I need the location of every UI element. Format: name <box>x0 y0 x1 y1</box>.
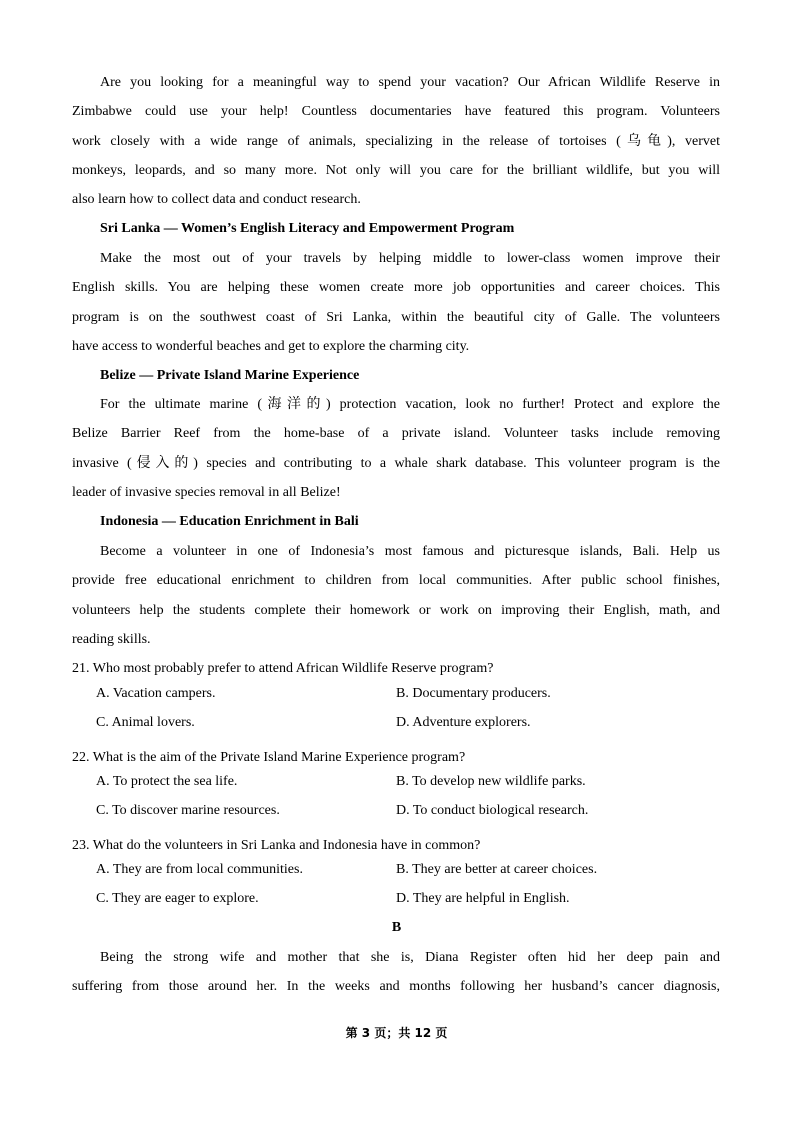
question-22-option-c[interactable]: C. To discover marine resources. <box>96 803 280 818</box>
question-21-option-b[interactable]: B. Documentary producers. <box>396 686 551 701</box>
page-footer: 第 3 页；共 12 页 <box>345 1026 448 1040</box>
text-line: suffering from those around her. In the weeks and months following her husband’s cancer diagnosis, <box>72 979 720 995</box>
text-line: Make the most out of your travels by helping middle to lower-class women improve their <box>100 251 720 266</box>
section-body-sri-lanka <box>72 244 720 361</box>
question-23-stem: 23. What do the volunteers in Sri Lanka and Indonesia have in common? <box>72 838 481 853</box>
text-line: have access to wonderful beaches and get to explore the charming city. <box>72 338 470 354</box>
text-line: monkeys, leopards, and so many more. Not only will you care for the brilliant wildlife, but you will <box>72 162 720 178</box>
text-line: English skills. You are helping these women create more job opportunities and career choices. This <box>72 280 720 296</box>
section-heading-sri-lanka: Sri Lanka — Women’s English Literacy and Empowerment Program <box>100 221 515 236</box>
text-line: provide free educational enrichment to children from local communities. After public school finishes, <box>72 573 720 589</box>
question-22-option-a[interactable]: A. To protect the sea life. <box>96 774 238 789</box>
passage-b-letter: B <box>391 920 402 935</box>
text-line: invasive (侵入的) species and contributing to a whale shark database. This volunteer program is the <box>72 455 720 471</box>
text-line: program is on the southwest coast of Sri Lanka, within the beautiful city of Galle. The volunteers <box>72 309 720 325</box>
question-21-option-d[interactable]: D. Adventure explorers. <box>396 715 531 730</box>
question-22-stem: 22. What is the aim of the Private Island Marine Experience program? <box>72 750 466 765</box>
text-line: Become a volunteer in one of Indonesia’s most famous and picturesque islands, Bali. Help us <box>100 544 720 559</box>
question-23-option-c[interactable]: C. They are eager to explore. <box>96 891 259 906</box>
text-line: Belize Barrier Reef from the home-base of a private island. Volunteer tasks include removing <box>72 426 720 442</box>
text-line: leader of invasive species removal in all Belize! <box>72 484 341 500</box>
section-heading-indonesia: Indonesia — Education Enrichment in Bali <box>100 514 359 529</box>
section-body-belize <box>72 390 720 507</box>
question-21-stem: 21. Who most probably prefer to attend African Wildlife Reserve program? <box>72 661 494 676</box>
question-22-option-d[interactable]: D. To conduct biological research. <box>396 803 589 818</box>
text-line: For the ultimate marine (海洋的) protection vacation, look no further! Protect and explore the <box>100 397 720 412</box>
question-21-option-c[interactable]: C. Animal lovers. <box>96 715 195 730</box>
question-22-option-b[interactable]: B. To develop new wildlife parks. <box>396 774 586 789</box>
text-line: also learn how to collect data and conduct research. <box>72 192 361 208</box>
text-line: work closely with a wide range of animals, specializing in the release of tortoises (乌龟), vervet <box>72 133 720 149</box>
question-23-option-a[interactable]: A. They are from local communities. <box>96 862 303 877</box>
question-23-option-d[interactable]: D. They are helpful in English. <box>396 891 570 906</box>
section-body-indonesia <box>72 537 720 654</box>
question-21-option-a[interactable]: A. Vacation campers. <box>96 686 216 701</box>
passage-a-intro <box>72 68 720 214</box>
question-23-option-b[interactable]: B. They are better at career choices. <box>396 862 598 877</box>
text-line: Being the strong wife and mother that she is, Diana Register often hid her deep pain and <box>100 950 720 965</box>
text-line: Are you looking for a meaningful way to spend your vacation? Our African Wildlife Reserve in <box>100 75 720 90</box>
text-line: volunteers help the students complete their homework or work on improving their English, math, and <box>72 602 720 618</box>
text-line: Zimbabwe could use your help! Countless documentaries have featured this program. Volunteers <box>72 104 720 120</box>
passage-b-body <box>72 943 720 1002</box>
text-line: reading skills. <box>72 631 151 647</box>
section-heading-belize: Belize — Private Island Marine Experience <box>100 368 360 383</box>
